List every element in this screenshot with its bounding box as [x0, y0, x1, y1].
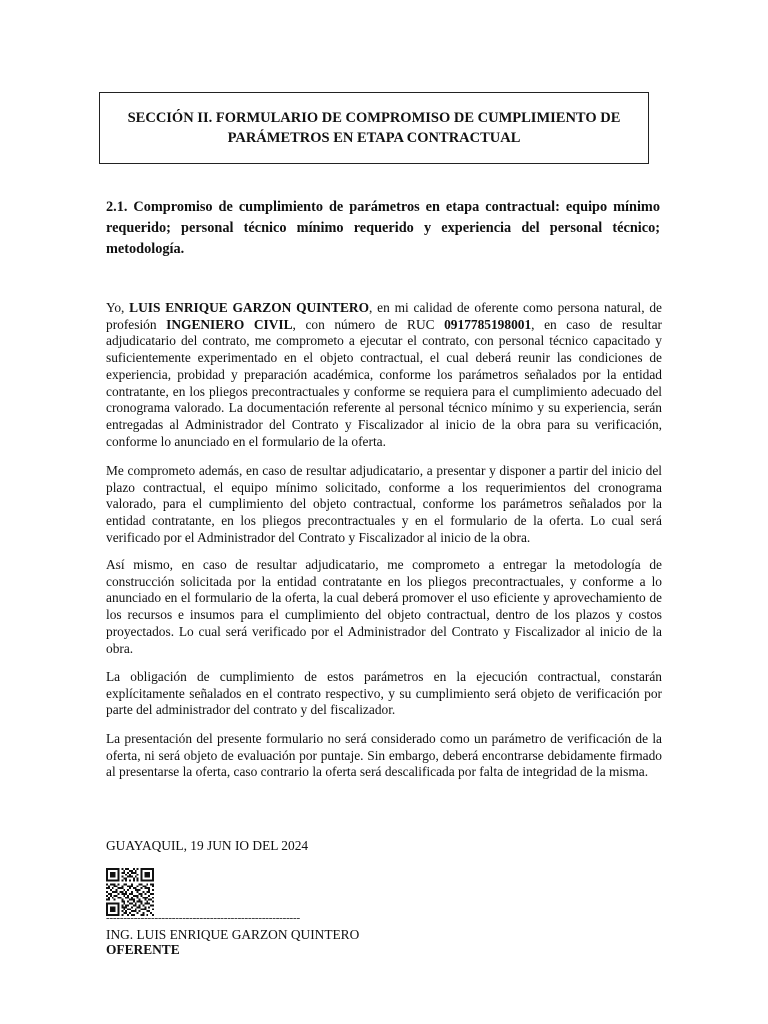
section-title-box: [99, 92, 649, 164]
p1-text-d: , en caso de resultar adjudicatario del contrato, me comprometo a ejecutar el contrato, con personal técnico capacitado y suficientemente experimentado en el objeto contractual, el cual deberá reunir las condiciones de experiencia, probidad y preparación académica, conforme los parámetros señalados por la entidad contratante, en los pliegos precontractuales y conforme se requiera para el cumplimiento adecuado del cronograma valorado. La documentación referente al personal técnico mínimo y su experiencia, serán entregadas al Administrador del Contrato y Fiscalizador al inicio de la obra para su verificación, conforme lo anunciado en el formulario de la oferta.: [106, 316, 662, 449]
paragraph-presentation: La presentación del presente formulario no será considerado como un parámetro de verificación de la oferta, ni será objeto de evaluación por puntaje. Sin embargo, deberá encontrarse debidamente firmado al presentarse la oferta, caso contrario la oferta será descalificada por falta de integridad de la misma.: [106, 731, 662, 780]
offeror-name: LUIS ENRIQUE GARZON QUINTERO: [129, 300, 370, 315]
paragraph-commitment-equipment: Me comprometo además, en caso de resultar adjudicatario, a presentar y disponer a partir del inicio del plazo contractual, el equipo mínimo solicitado, conforme a los requerimientos del cronograma valorado, para el cumplimiento del objeto contractual, conforme los parámetros señalados por la entidad contratante, en los pliegos precontractuales y en el formulario de la oferta. Lo cual será verificado por el Administrador del Contrato y Fiscalizador al inicio de la obra.: [106, 463, 662, 545]
signature-date: GUAYAQUIL, 19 JUN IO DEL 2024: [106, 838, 309, 853]
p1-text-c: , con número de RUC: [292, 316, 445, 332]
subsection-heading: 2.1. Compromiso de cumplimiento de parámetros en etapa contractual: equipo mínimo requerido; personal técnico mínimo requerido y experiencia del personal técnico; metodología.: [106, 199, 660, 257]
section-title: [128, 108, 621, 148]
section-title-line1: SECCIÓN II. FORMULARIO DE COMPROMISO DE CUMPLIMIENTO DE: [127, 110, 621, 126]
signatory-name: ING. LUIS ENRIQUE GARZON QUINTERO: [106, 927, 360, 942]
signature-qr-code-icon: [106, 868, 154, 916]
p1-text-a: Yo,: [106, 300, 130, 315]
paragraph-obligation: La obligación de cumplimiento de estos parámetros en la ejecución contractual, constarán explícitamente señalados en el contrato respectivo, y su cumplimiento será objeto de verificación por parte del administrador del contrato y del fiscalizador.: [106, 669, 662, 718]
signature-line: --------------------------------------------------------: [106, 912, 300, 924]
offeror-profession: INGENIERO CIVIL: [166, 316, 293, 332]
signatory-role: OFERENTE: [106, 942, 180, 957]
p1-text-b: , en mi calidad de oferente como persona natural, de profesión: [106, 300, 662, 332]
paragraph-commitment-methodology: Así mismo, en caso de resultar adjudicatario, me comprometo a entregar la metodología de construcción solicitada por la entidad contratante en los pliegos precontractuales, y conforme a lo anunciado en el formulario de la oferta, la cual deberá promover el uso eficiente y aprovechamiento de los recursos e insumos para el cumplimiento del objeto contractual, dentro de los plazos y costos proyectados. Lo cual será verificado por el Administrador del Contrato y Fiscalizador al inicio de la obra.: [106, 557, 662, 656]
paragraph-commitment-personnel: [106, 300, 662, 450]
offeror-ruc: 0917785198001: [444, 316, 532, 332]
section-title-line2: PARÁMETROS EN ETAPA CONTRACTUAL: [227, 130, 521, 146]
